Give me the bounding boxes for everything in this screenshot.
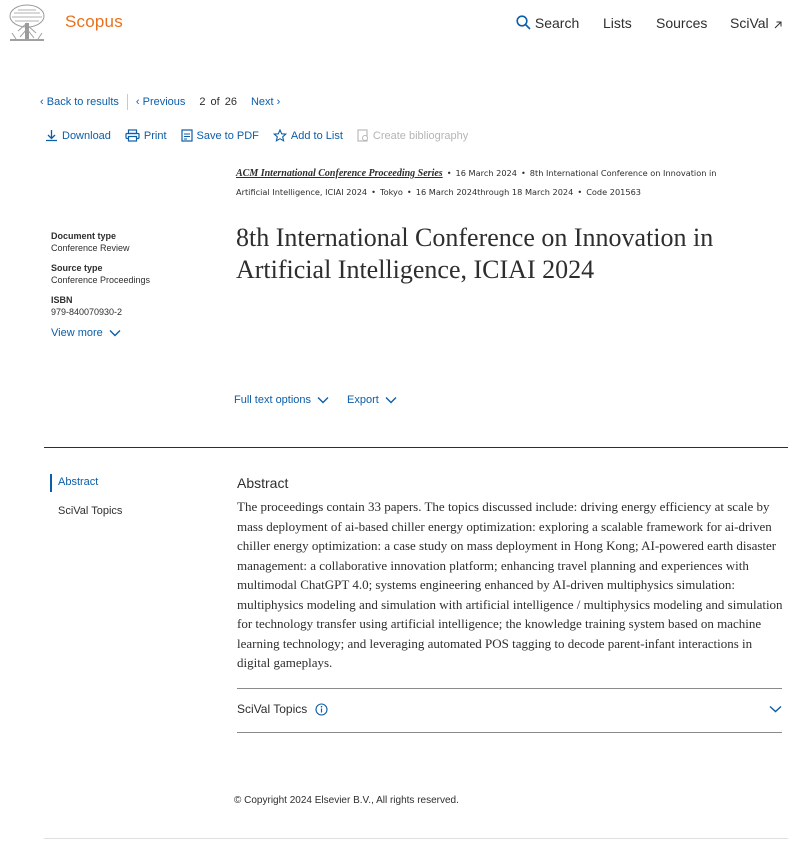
document-actions	[45, 129, 468, 142]
page-total: 26	[224, 96, 237, 108]
full-text-options-button[interactable]	[234, 394, 329, 406]
series-link[interactable]: ACM International Conference Proceeding Series	[236, 168, 443, 179]
doctype-value: Conference Review	[51, 243, 130, 253]
search-icon	[516, 15, 531, 30]
conference-dates: 16 March 2024through 18 March 2024	[415, 187, 574, 197]
previous-label: Previous	[142, 96, 186, 108]
elsevier-tree-logo[interactable]	[6, 3, 48, 43]
export-button[interactable]	[347, 394, 397, 406]
info-icon[interactable]	[315, 703, 328, 716]
chevron-down-icon	[317, 396, 329, 404]
view-more-button[interactable]	[51, 327, 221, 339]
conference-city: Tokyo	[379, 187, 403, 197]
footer-divider	[44, 838, 788, 839]
nav-scival[interactable]	[730, 15, 783, 31]
divider	[237, 688, 782, 689]
external-link-icon	[773, 20, 783, 30]
divider	[127, 94, 128, 110]
abstract-text: The proceedings contain 33 papers. The topics discussed include: driving energy efficiency at scale by mass deployment of ai-based chiller energy optimization: exploring a scalable framework for ai-driven chiller energy optimization: a case study on mass deployment in Hong Kong; AI-powered earth disaster management: a collaborative innovation platform; enhancing travel planning and experiences with multimodal ChatGPT 4.0; systems engineering enhanced by AI-driven multiphysics simulation: multiphysics modeling and simulation with artificial intelligence / multiphysics modeling and simulation for technology transfer using artificial intelligence; the knowledge training system based on machine learning technology; and leveraging automated POS tagging to decode parent-infant interactions in digital gameplays.	[237, 499, 783, 670]
doctype-label: Document type	[51, 231, 117, 241]
sourcetype-value: Conference Proceedings	[51, 275, 151, 285]
bibliography-icon	[357, 129, 369, 142]
source-info: ACM International Conference Proceeding Series • 16 March 2024 • 8th International Conference on Innovation in Artificial Intelligence, ICIAI 2024 • Tokyo • 16 March 2024through 18 March 2024 • Code 201563	[236, 168, 717, 197]
next-link[interactable]: Next ›	[250, 96, 281, 108]
section-divider	[44, 447, 788, 448]
conference-code: Code 201563	[586, 187, 642, 197]
print-icon	[125, 129, 140, 142]
conference-name-b: Artificial Intelligence, ICIAI 2024	[236, 187, 368, 197]
nav-sources[interactable]: Sources	[656, 15, 708, 31]
print-label: Print	[143, 129, 167, 142]
add-to-list-button[interactable]	[273, 129, 343, 142]
sidenav-abstract[interactable]: Abstract	[50, 474, 98, 492]
nav-search[interactable]	[516, 15, 579, 31]
full-text-label: Full text options	[234, 394, 312, 406]
download-label: Download	[62, 129, 111, 142]
bibliography-label: Create bibliography	[372, 129, 469, 142]
abstract-heading: Abstract	[237, 475, 289, 491]
page-current: 2	[199, 96, 206, 108]
page-of: of	[210, 96, 220, 108]
scival-topics-toggle[interactable]	[237, 702, 782, 716]
print-button[interactable]	[125, 129, 167, 142]
nav-lists[interactable]: Lists	[603, 15, 632, 31]
sourcetype-label: Source type	[51, 263, 103, 273]
document-options	[234, 394, 397, 406]
star-icon	[273, 129, 287, 142]
document-meta	[51, 231, 221, 339]
pdf-icon	[181, 129, 193, 142]
scopus-brand[interactable]: Scopus	[65, 12, 123, 31]
view-more-label: View more	[51, 327, 103, 339]
sidenav-scival-topics[interactable]: SciVal Topics	[58, 505, 123, 517]
save-to-pdf-button[interactable]	[181, 129, 259, 142]
back-label: Back to results	[46, 96, 119, 108]
create-bibliography-button[interactable]	[357, 129, 468, 142]
export-label: Export	[347, 394, 379, 406]
scival-topics-label: SciVal Topics	[237, 702, 308, 716]
download-button[interactable]	[45, 129, 111, 142]
isbn-label: ISBN	[51, 295, 73, 305]
save-pdf-label: Save to PDF	[196, 129, 259, 142]
divider	[237, 732, 782, 733]
nav-scival-label: SciVal	[730, 15, 769, 31]
source-date: 16 March 2024	[455, 168, 517, 178]
next-label: Next	[250, 96, 274, 108]
nav-search-label: Search	[534, 15, 580, 31]
document-title: 8th International Conference on Innovation in Artificial Intelligence, ICIAI 2024	[236, 223, 714, 284]
chevron-down-icon	[109, 329, 121, 337]
copyright-text: © Copyright 2024 Elsevier B.V., All rights reserved.	[234, 795, 459, 806]
back-to-results-link[interactable]: ‹ Back to results	[40, 96, 119, 108]
results-pager	[40, 94, 280, 110]
isbn-value: 979-840070930-2	[51, 307, 123, 317]
chevron-down-icon	[769, 705, 782, 713]
download-icon	[45, 129, 58, 142]
chevron-down-icon	[385, 396, 397, 404]
previous-link[interactable]: ‹ Previous	[135, 96, 186, 108]
conference-name-a: 8th International Conference on Innovation in	[529, 168, 717, 178]
add-list-label: Add to List	[290, 129, 343, 142]
